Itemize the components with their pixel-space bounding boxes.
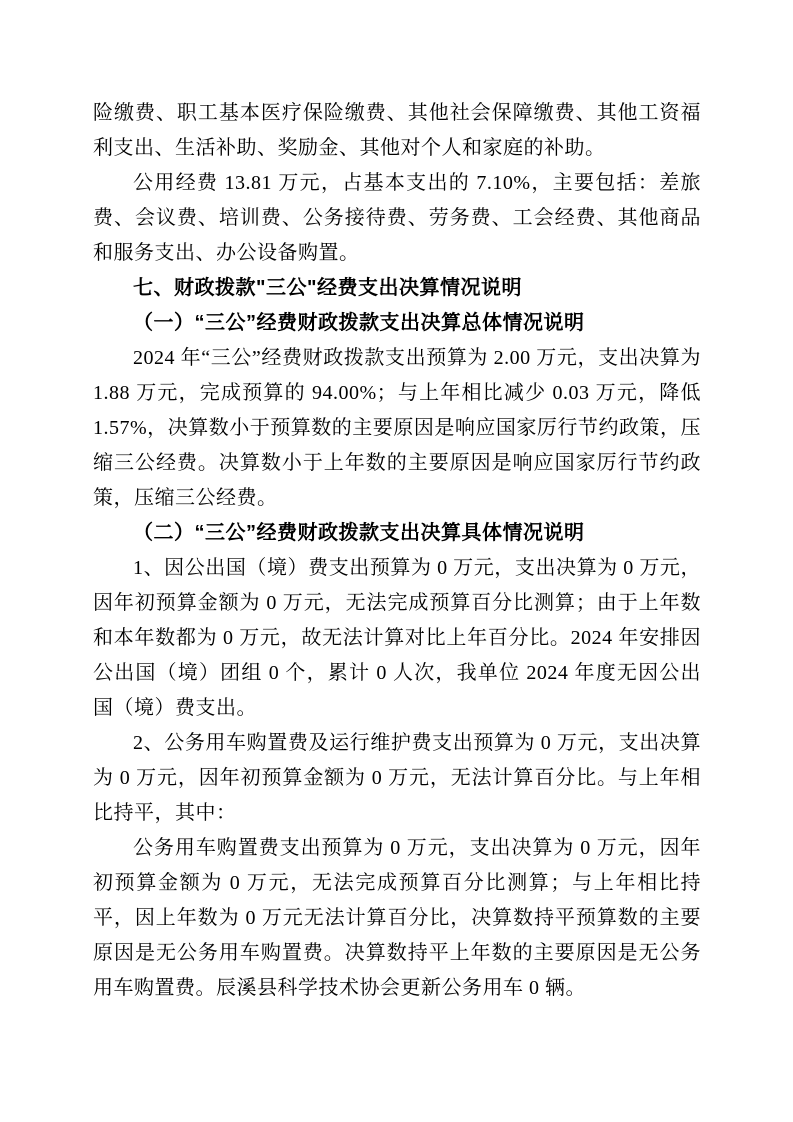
paragraph-vehicle-purchase: 公务用车购置费支出预算为 0 万元，支出决算为 0 万元，因年初预算金额为 0 万元，无法完成预算百分比测算；与上年相比持平，因上年数为 0 万元无法计算百分比，决算数持平预算数的主要原因是无公务用车购置费。决算数持平上年数的主要原因是无公务用车购置费。辰溪县科学技术协会更新公务用车 0 辆。	[93, 837, 701, 999]
paragraph-overseas-travel: 1、因公出国（境）费支出预算为 0 万元，支出决算为 0 万元，因年初预算金额为 0 万元，无法完成预算百分比测算；由于上年数和本年数都为 0 万元，故无法计算对比上年百分比。2024 年安排因公出国（境）团组 0 个，累计 0 人次，我单位 2024 年度无因公出国（境）费支出。	[93, 557, 701, 719]
section-heading-overall: （一）“三公”经费财政拨款支出决算总体情况说明	[133, 312, 585, 334]
paragraph-basic-expense-continuation: 险缴费、职工基本医疗保险缴费、其他社会保障缴费、其他工资福利支出、生活补助、奖励金、其他对个人和家庭的补助。	[93, 102, 701, 159]
document-body	[93, 96, 701, 1006]
paragraph-public-funds: 公用经费 13.81 万元，占基本支出的 7.10%，主要包括：差旅费、会议费、培训费、公务接待费、劳务费、工会经费、其他商品和服务支出、办公设备购置。	[93, 172, 701, 264]
paragraph-official-vehicle: 2、公务用车购置费及运行维护费支出预算为 0 万元，支出决算为 0 万元，因年初预算金额为 0 万元，无法计算百分比。与上年相比持平，其中：	[93, 732, 701, 824]
section-heading-specific: （二）“三公”经费财政拨款支出决算具体情况说明	[133, 522, 585, 544]
paragraph-overall-situation: 2024 年“三公”经费财政拨款支出预算为 2.00 万元，支出决算为 1.88 万元，完成预算的 94.00%；与上年相比减少 0.03 万元，降低 1.57%，决算数小于预算数的主要原因是响应国家厉行节约政策，压缩三公经费。决算数小于上年数的主要原因是响应国家厉行节约政策，压缩三公经费。	[93, 347, 701, 509]
section-heading-seven: 七、财政拨款"三公"经费支出决算情况说明	[133, 277, 522, 299]
